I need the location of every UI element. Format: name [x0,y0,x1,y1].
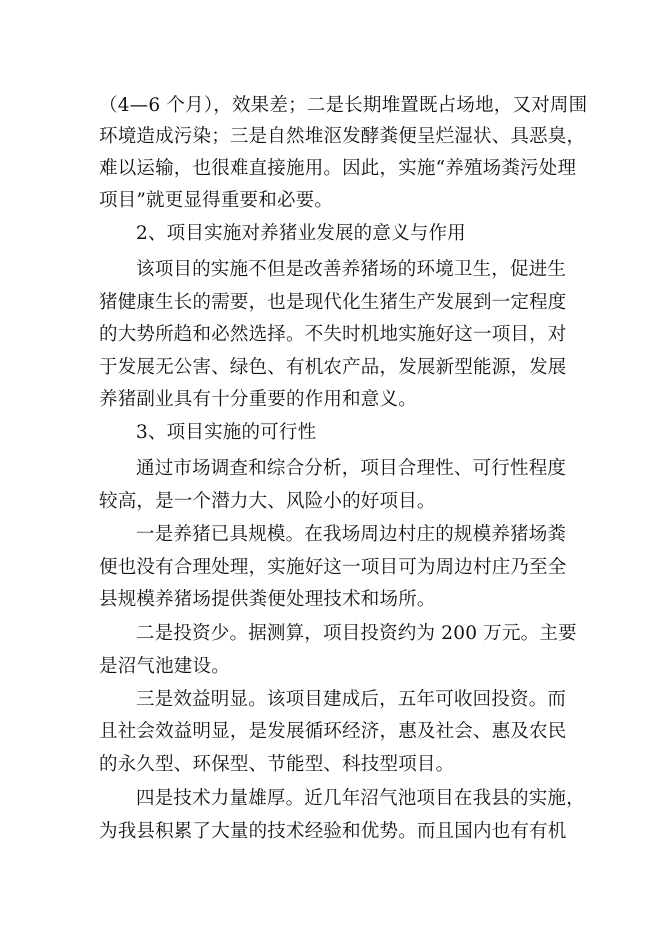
text-line-15: 便也没有合理处理，实施好这一项目可为周边村庄乃至全 [99,557,567,578]
text-line-13: 较高，是一个潜力大、风险小的好项目。 [99,491,436,512]
text-line-4: 项目”就更显得重要和必要。 [99,190,334,211]
text-line-1: （4—6 个月），效果差；二是长期堆置既占场地，又对周围 [99,95,588,116]
section-heading-3: 3、项目实施的可行性 [136,422,317,443]
text-line-12: 通过市场调查和综合分析，项目合理性、可行性程度 [136,458,567,479]
text-line-10: 养猪副业具有十分重要的作用和意义。 [99,389,417,410]
text-line-22: 四是技术力量雄厚。近几年沼气池项目在我县的实施， [136,788,585,809]
text-line-7: 猪健康生长的需要，也是现代化生猪生产发展到一定程度 [99,292,567,313]
text-line-3: 难以运输，也很难直接施用。因此，实施“养殖场粪污处理 [99,158,577,179]
text-line-2: 环境造成污染；三是自然堆沤发酵粪便呈烂湿状、具恶臭， [99,126,586,147]
text-line-17: 二是投资少。据测算，项目投资约为 200 万元。主要 [136,623,577,644]
text-line-6: 该项目的实施不但是改善养猪场的环境卫生，促进生 [136,259,567,280]
text-line-9: 于发展无公害、绿色、有机农产品，发展新型能源，发展 [99,357,567,378]
text-line-20: 且社会效益明显，是发展循环经济，惠及社会、惠及农民 [99,721,567,742]
text-line-19: 三是效益明显。该项目建成后，五年可收回投资。而 [136,689,567,710]
text-line-8: 的大势所趋和必然选择。不失时机地实施好这一项目，对 [99,324,567,345]
section-heading-2: 2、项目实施对养猪业发展的意义与作用 [136,223,466,244]
text-line-21: 的永久型、环保型、节能型、科技型项目。 [99,754,455,775]
text-line-23: 为我县积累了大量的技术经验和优势。而且国内也有有机 [99,821,567,842]
text-line-16: 县规模养猪场提供粪便处理技术和场所。 [99,589,436,610]
text-line-14: 一是养猪已具规模。在我场周边村庄的规模养猪场粪 [136,524,567,545]
text-line-18: 是沼气池建设。 [99,656,230,677]
